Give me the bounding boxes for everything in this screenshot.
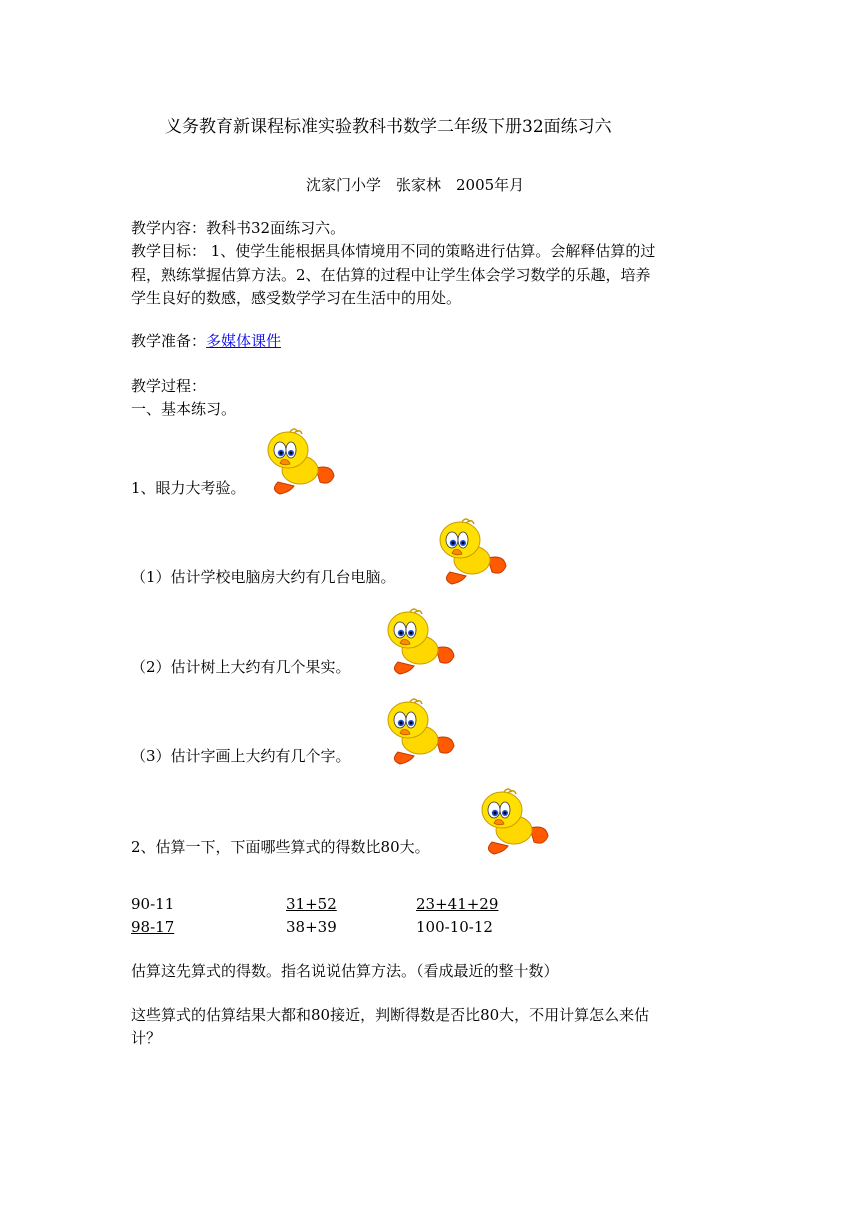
content-line: 教学内容：教科书32面练习六。	[131, 219, 346, 237]
question-1-item-1: （1）估计学校电脑房大约有几台电脑。	[131, 568, 396, 586]
question-1: 1、眼力大考验。	[131, 479, 246, 497]
tweety-bird-icon	[432, 518, 510, 586]
note-question-line-2: 计？	[131, 1029, 162, 1047]
expression: 38+39	[286, 918, 337, 936]
question-2: 2、估算一下，下面哪些算式的得数比80大。	[131, 838, 430, 856]
goals-line-2: 程，熟练掌握估算方法。2、在估算的过程中让学生体会学习数学的乐趣，培养	[131, 266, 651, 284]
page-title: 义务教育新课程标准实验教科书数学二年级下册32面练习六	[165, 117, 612, 137]
expression: 100-10-12	[416, 918, 493, 936]
author-line: 沈家门小学 张家林 2005年月	[306, 176, 525, 194]
tweety-bird-icon	[380, 698, 458, 766]
section-basic-practice: 一、基本练习。	[131, 400, 237, 418]
prep-label: 教学准备：	[131, 332, 207, 350]
question-1-item-2: （2）估计树上大约有几个果实。	[131, 658, 351, 676]
goals-line-3: 学生良好的数感，感受数学学习在生活中的用处。	[131, 289, 462, 307]
process-label: 教学过程：	[131, 377, 207, 395]
goals-line-1: 教学目标： 1、使学生能根据具体情境用不同的策略进行估算。会解释估算的过	[131, 242, 656, 260]
tweety-bird-icon	[380, 608, 458, 676]
tweety-bird-icon	[474, 788, 552, 856]
note-question-line-1: 这些算式的估算结果大都和80接近，判断得数是否比80大，不用计算怎么来估	[131, 1006, 650, 1024]
expression: 31+52	[286, 895, 337, 913]
expression: 23+41+29	[416, 895, 499, 913]
question-1-item-3: （3）估计字画上大约有几个字。	[131, 747, 351, 765]
expression: 90-11	[131, 895, 175, 913]
tweety-bird-icon	[260, 428, 338, 496]
multimedia-link[interactable]: 多媒体课件	[206, 332, 282, 350]
prep-line	[131, 330, 281, 352]
note-estimation-method: 估算这先算式的得数。指名说说估算方法。（看成最近的整十数）	[131, 962, 559, 980]
expression: 98-17	[131, 918, 175, 936]
